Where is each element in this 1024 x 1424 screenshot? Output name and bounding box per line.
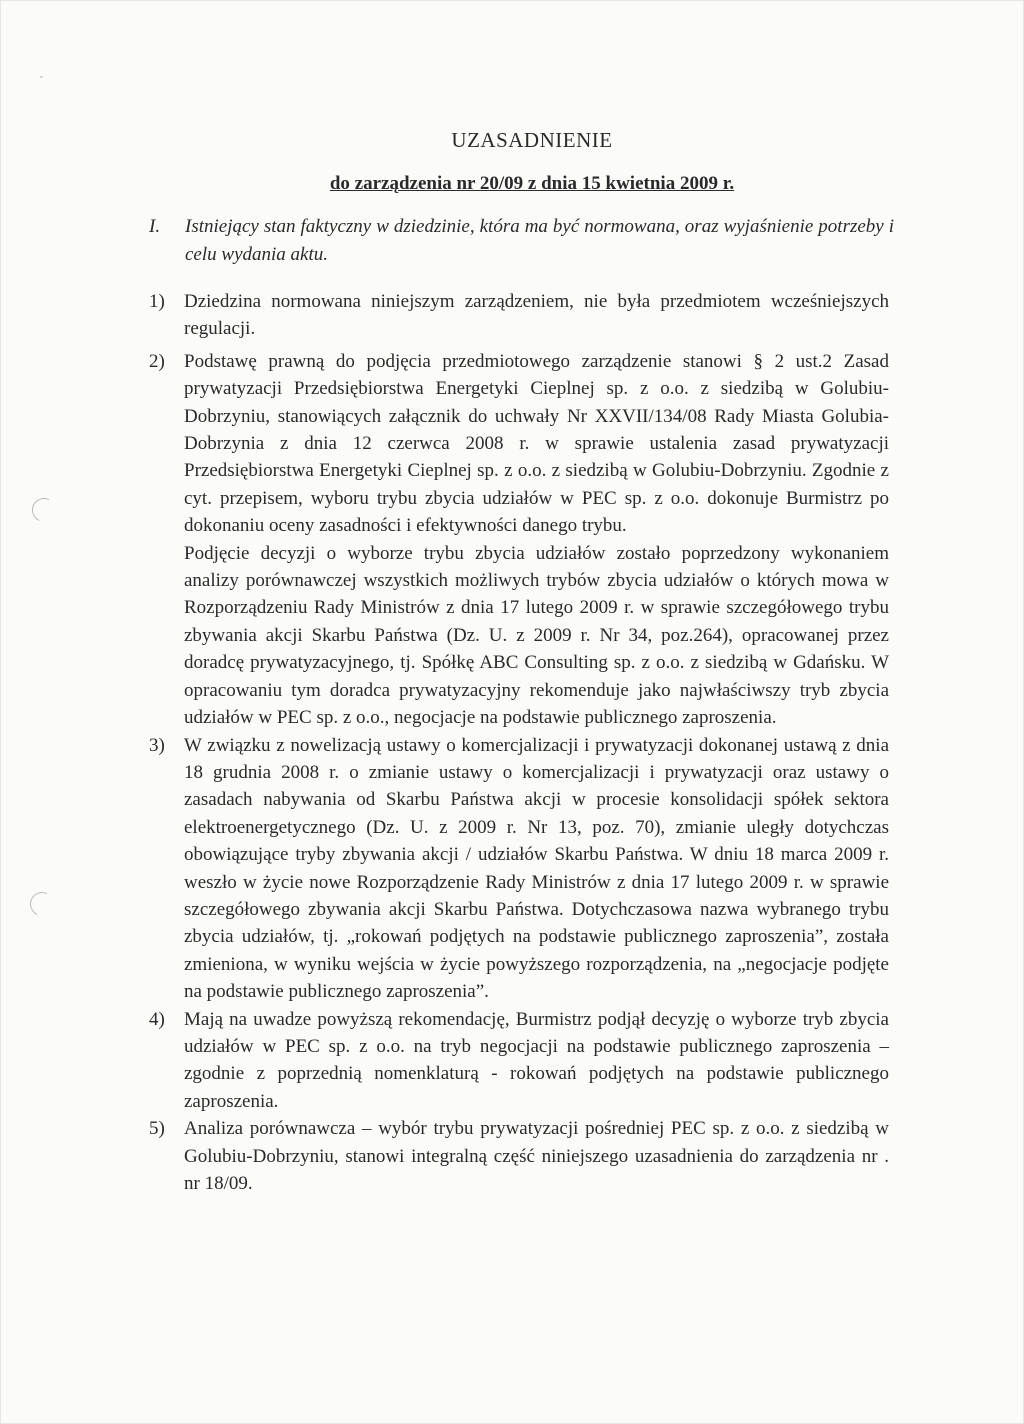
document-subtitle: do zarządzenia nr 20/09 z dnia 15 kwietnia 2009 r. — [329, 173, 735, 194]
list-item — [149, 1115, 889, 1197]
numbered-list — [149, 288, 889, 1197]
punch-hole-mark — [27, 889, 58, 920]
section-heading — [149, 213, 894, 269]
item-paragraph: Podjęcie decyzji o wyborze trybu zbycia udziałów zostało poprzedzony wykonaniem analizy porównawczej wszystkich możliwych trybów zbycia udziałów o których mowa w Rozporządzeniu Rady Ministrów z dnia 17 lutego 2009 r. w sprawie szczegółowego trybu zbywania akcji Skarbu Państwa (Dz. U. z 2009 r. Nr 34, poz.264), opracowanej przez doradcę prywatyzacyjnego, tj. Spółkę ABC Consulting sp. z o.o. z siedzibą w Gdańsku. W opracowaniu tym doradca prywatyzacyjny rekomenduje jako najwłaściwszy tryb zbycia udziałów w PEC sp. z o.o., negocjacje na podstawie publicznego zaproszenia. — [184, 542, 889, 729]
punch-hole-mark — [29, 495, 60, 526]
item-number: 2) — [149, 350, 165, 372]
list-item — [149, 288, 889, 343]
section-heading-text: Istniejący stan faktyczny w dziedzinie, która ma być normowana, oraz wyjaśnienie potrzeby i celu wydania aktu. — [185, 216, 894, 265]
item-paragraph: Analiza porównawcza – wybór trybu prywatyzacji pośredniej PEC sp. z o.o. z siedzibą w Golubiu-Dobrzyniu, stanowi integralną część niniejszego uzasadnienia do zarządzenia nr . nr 18/09. — [184, 1118, 889, 1194]
list-item — [149, 732, 889, 1006]
list-item — [149, 348, 889, 732]
item-number: 4) — [149, 1008, 165, 1030]
item-paragraph: W związku z nowelizacją ustawy o komercjalizacji i prywatyzacji dokonanej ustawą z dnia 18 grudnia 2008 r. o zmianie ustawy o komercjalizacji i prywatyzacji oraz ustawy o zasadach nabywania od Skarbu Państwa akcji w procesie konsolidacji spółek sektora elektroenergetycznego (Dz. U. z 2009 r. Nr 13, poz. 70), zmianie uległy dotychczas obowiązujące tryby zbywania akcji / udziałów Skarbu Państwa. W dniu 18 marca 2009 r. weszło w życie nowe Rozporządzenie Rady Ministrów z dnia 17 lutego 2009 r. w sprawie szczegółowego zbywania akcji Skarbu Państwa. Dotychczasowa nazwa wybranego trybu zbycia udziałów, tj. „rokowań podjętych na podstawie publicznego zaproszenia”, została zmieniona, w wyniku wejścia w życie powyższego rozporządzenia, na „negocjacje podjęte na podstawie publicznego zaproszenia”. — [184, 734, 889, 1003]
item-paragraph: Mają na uwadze powyższą rekomendację, Burmistrz podjął decyzję o wyborze tryb zbycia udziałów w PEC sp. z o.o. na tryb negocjacji na podstawie publicznego zaproszenia – zgodnie z poprzednią nomenklaturą - rokowań podjętych na podstawie publicznego zaproszenia. — [184, 1008, 889, 1112]
item-number: 5) — [149, 1118, 165, 1140]
list-item — [149, 1006, 889, 1116]
item-number: 3) — [149, 734, 165, 756]
section-numeral: I. — [149, 216, 161, 237]
document-title: UZASADNIENIE — [451, 128, 613, 152]
item-paragraph: Dziedzina normowana niniejszym zarządzeniem, nie była przedmiotem wcześniejszych regulacji. — [184, 291, 889, 340]
scan-speck — [40, 76, 43, 78]
item-paragraph: Podstawę prawną do podjęcia przedmiotowego zarządzenie stanowi § 2 ust.2 Zasad prywatyzacji Przedsiębiorstwa Energetyki Cieplnej sp. z o.o. z siedzibą w Golubiu-Dobrzyniu, stanowiących załącznik do uchwały Nr XXVII/134/08 Rady Miasta Golubia-Dobrzynia z dnia 12 czerwca 2008 r. w sprawie ustalenia zasad prywatyzacji Przedsiębiorstwa Energetyki Cieplnej sp. z o.o. z siedzibą w Golubiu-Dobrzyniu. Zgodnie z cyt. przepisem, wyboru trybu zbycia udziałów w PEC sp. z o.o. dokonuje Burmistrz po dokonaniu oceny zasadności i efektywności danego trybu. — [184, 350, 889, 537]
item-number: 1) — [149, 291, 165, 312]
